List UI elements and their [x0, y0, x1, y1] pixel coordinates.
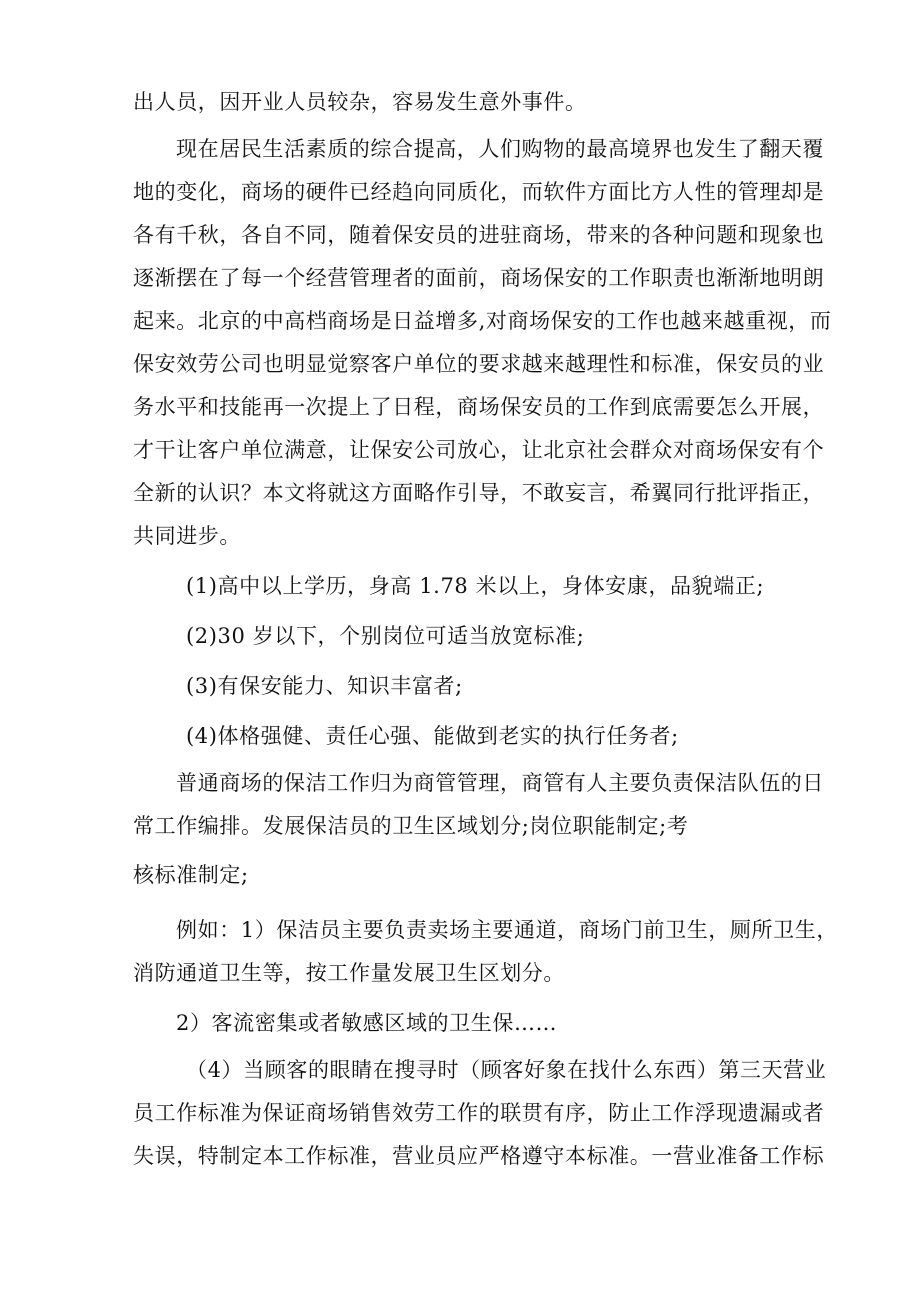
- text-line: 2）客流密集或者敏感区域的卫生保……: [176, 1011, 558, 1035]
- text-line: 保安效劳公司也明显觉察客户单位的要求越来越理性和标准，保安员的业: [133, 352, 825, 376]
- text-line: 消防通道卫生等，按工作量发展卫生区划分。: [133, 961, 565, 985]
- text-line: 现在居民生活素质的综合提高，人们购物的最高境界也发生了翻天覆: [176, 137, 824, 161]
- requirement-item: (2)30 岁以下，个别岗位可适当放宽标准;: [186, 624, 585, 648]
- text-line: 常工作编排。发展保洁员的卫生区域划分;岗位职能制定;考: [133, 814, 689, 838]
- text-line: 才干让客户单位满意，让保安公司放心，让北京社会群众对商场保安有个: [133, 438, 825, 462]
- text-line: 起来。北京的中高档商场是日益增多,对商场保安的工作也越来越重视，而: [133, 309, 832, 333]
- text-line: 务水平和技能再一次提上了日程，商场保安员的工作到底需要怎么开展，: [133, 395, 825, 419]
- text-line: 核标准制定;: [133, 863, 249, 887]
- text-line: 失误，特制定本工作标准，营业员应严格遵守本标准。一营业准备工作标: [133, 1144, 825, 1168]
- text-line: 全新的认识？本文将就这方面略作引导，不敢妄言，希翼同行批评指正，: [133, 481, 825, 505]
- text-line: 普通商场的保洁工作归为商管管理，商管有人主要负责保洁队伍的日: [176, 771, 824, 795]
- text-line: 逐渐摆在了每一个经营管理者的面前，商场保安的工作职责也渐渐地明朗: [133, 266, 825, 290]
- requirement-item: (4)体格强健、责任心强、能做到老实的执行任务者;: [186, 724, 679, 748]
- text-line: 各有千秋，各自不同，随着保安员的进驻商场，带来的各种问题和现象也: [133, 223, 825, 247]
- text-line: （4）当顾客的眼睛在搜寻时（顾客好象在找什么东西）第三天营业: [186, 1058, 827, 1082]
- requirement-item: (1)高中以上学历，身高 1.78 米以上，身体安康，品貌端正;: [186, 574, 765, 598]
- text-line: 出人员，因开业人员较杂，容易发生意外事件。: [133, 90, 587, 114]
- text-line: 例如：1）保洁员主要负责卖场主要通道，商场门前卫生，厕所卫生，: [176, 918, 838, 942]
- requirement-item: (3)有保安能力、知识丰富者;: [186, 674, 463, 698]
- text-line: 员工作标准为保证商场销售效劳工作的联贯有序，防止工作浮现遗漏或者: [133, 1101, 825, 1125]
- text-line: 地的变化，商场的硬件已经趋向同质化，而软件方面比方人性的管理却是: [133, 180, 825, 204]
- text-line: 共同进步。: [133, 524, 241, 548]
